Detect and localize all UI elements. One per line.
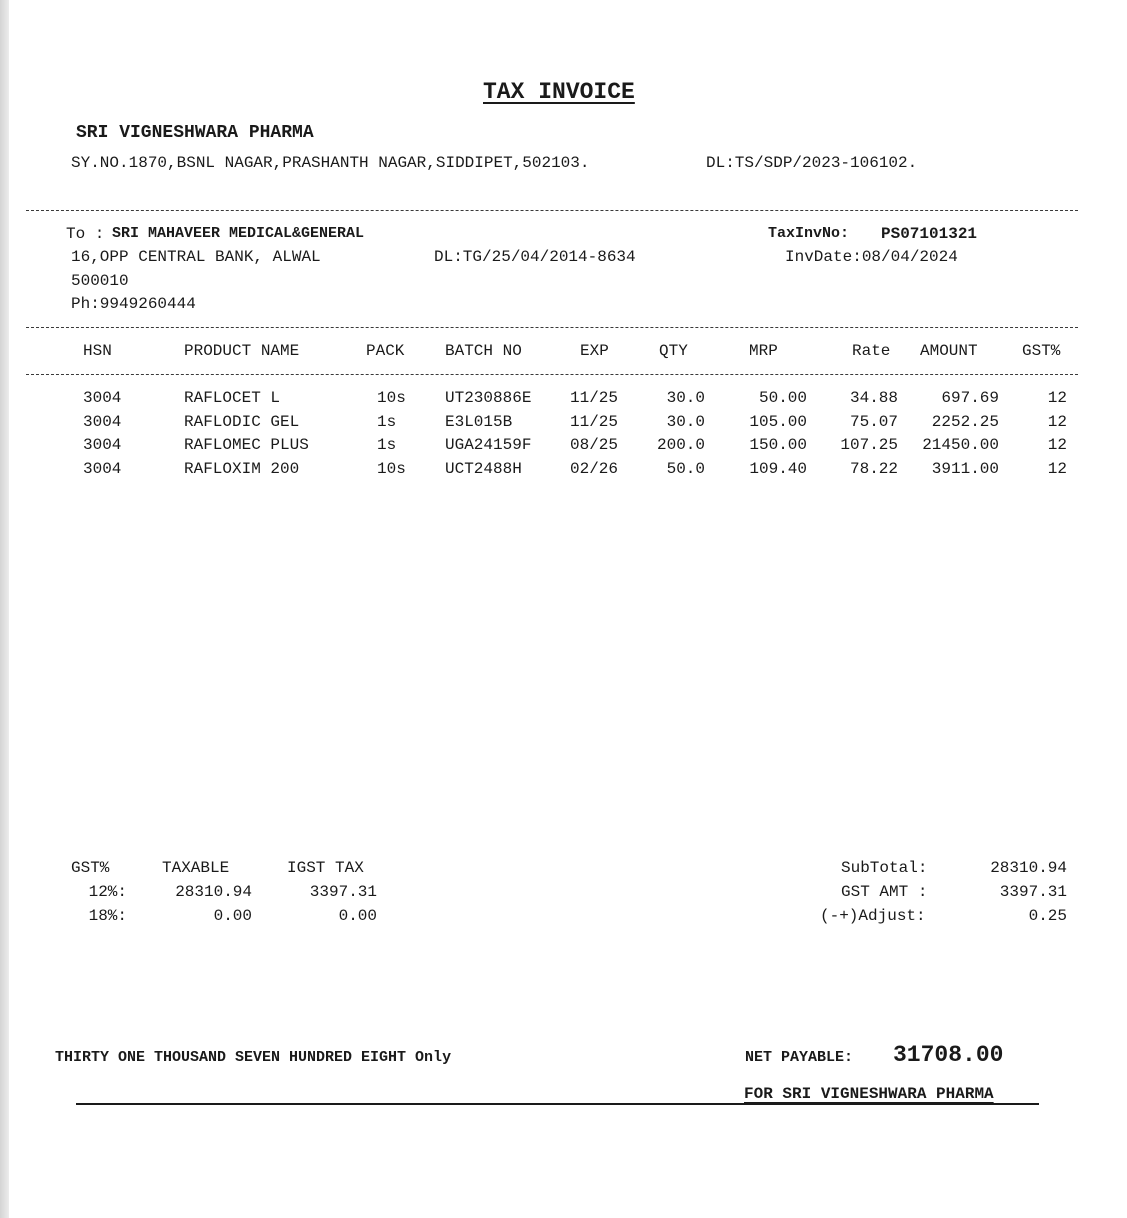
cell-product: RAFLOCET L — [184, 389, 281, 407]
cell-hsn: 3004 — [83, 389, 122, 407]
cell-exp: 11/25 — [570, 389, 619, 407]
col-mrp-header: MRP — [749, 342, 778, 360]
cell-rate: 75.07 — [849, 413, 898, 431]
cell-amount: 3911.00 — [931, 460, 999, 478]
cell-gst: 12 — [1047, 389, 1067, 407]
cell-qty: 30.0 — [666, 389, 705, 407]
buyer-dl: DL:TG/25/04/2014-8634 — [434, 248, 636, 266]
cell-qty: 200.0 — [656, 436, 705, 454]
footer-rule — [76, 1103, 1039, 1105]
inv-no: PS07101321 — [881, 225, 978, 243]
cell-exp: 11/25 — [570, 413, 619, 431]
cell-batch: UCT2488H — [445, 460, 522, 478]
cell-hsn: 3004 — [83, 460, 122, 478]
col-amount-header: AMOUNT — [920, 342, 978, 360]
seller-address: SY.NO.1870,BSNL NAGAR,PRASHANTH NAGAR,SIDDIPET,502103. — [71, 154, 590, 172]
col-rate-header: Rate — [852, 342, 891, 360]
cell-pack: 10s — [377, 389, 406, 407]
divider — [26, 374, 1078, 375]
cell-amount: 21450.00 — [922, 436, 999, 454]
cell-mrp: 50.00 — [758, 389, 807, 407]
net-payable-label: NET PAYABLE: — [745, 1049, 854, 1066]
gst-summary-header-taxable: TAXABLE — [162, 859, 230, 877]
col-pack-header: PACK — [366, 342, 405, 360]
col-gst-header: GST% — [1022, 342, 1061, 360]
cell-hsn: 3004 — [83, 413, 122, 431]
cell-rate: 107.25 — [840, 436, 898, 454]
divider — [26, 210, 1078, 211]
gst-summary-header-tax: IGST TAX — [287, 859, 364, 877]
cell-qty: 50.0 — [666, 460, 705, 478]
signature-line: FOR SRI VIGNESHWARA PHARMA — [744, 1085, 994, 1103]
cell-mrp: 150.00 — [749, 436, 807, 454]
cell-amount: 2252.25 — [931, 413, 999, 431]
buyer-name: SRI MAHAVEER MEDICAL&GENERAL — [112, 225, 365, 242]
gst-summary-taxable: 0.00 — [213, 907, 252, 925]
cell-rate: 34.88 — [849, 389, 898, 407]
cell-pack: 1s — [377, 413, 397, 431]
cell-exp: 08/25 — [570, 436, 619, 454]
cell-product: RAFLOXIM 200 — [184, 460, 300, 478]
gst-summary-rate: 18%: — [88, 907, 127, 925]
cell-gst: 12 — [1047, 436, 1067, 454]
gst-amt-value: 3397.31 — [999, 883, 1067, 901]
gst-summary-rate: 12%: — [88, 883, 127, 901]
divider — [26, 327, 1078, 328]
cell-exp: 02/26 — [570, 460, 619, 478]
inv-no-label: TaxInvNo: — [768, 225, 850, 242]
subtotal-value: 28310.94 — [990, 859, 1067, 877]
cell-product: RAFLODIC GEL — [184, 413, 300, 431]
cell-batch: UGA24159F — [445, 436, 532, 454]
net-payable-value: 31708.00 — [893, 1042, 1004, 1068]
adjust-value: 0.25 — [1028, 907, 1067, 925]
adjust-label: (-+)Adjust: — [820, 907, 926, 925]
cell-pack: 10s — [377, 460, 406, 478]
cell-mrp: 109.40 — [749, 460, 807, 478]
cell-pack: 1s — [377, 436, 397, 454]
cell-gst: 12 — [1047, 413, 1067, 431]
amount-in-words: THIRTY ONE THOUSAND SEVEN HUNDRED EIGHT Only — [55, 1049, 452, 1066]
seller-dl: DL:TS/SDP/2023-106102. — [706, 154, 918, 172]
cell-qty: 30.0 — [666, 413, 705, 431]
page-edge-shadow — [0, 0, 9, 1218]
cell-gst: 12 — [1047, 460, 1067, 478]
gst-summary-tax: 0.00 — [338, 907, 377, 925]
cell-amount: 697.69 — [941, 389, 999, 407]
cell-product: RAFLOMEC PLUS — [184, 436, 309, 454]
cell-batch: UT230886E — [445, 389, 532, 407]
subtotal-label: SubTotal: — [841, 859, 928, 877]
cell-hsn: 3004 — [83, 436, 122, 454]
inv-date: InvDate:08/04/2024 — [785, 248, 958, 266]
col-hsn-header: HSN — [83, 342, 112, 360]
col-qty-header: QTY — [659, 342, 688, 360]
gst-summary-taxable: 28310.94 — [175, 883, 252, 901]
buyer-to-prefix: To : — [66, 225, 105, 243]
seller-name: SRI VIGNESHWARA PHARMA — [76, 123, 314, 143]
buyer-pin: 500010 — [71, 272, 129, 290]
cell-batch: E3L015B — [445, 413, 513, 431]
col-product-header: PRODUCT NAME — [184, 342, 300, 360]
gst-summary-header-gst: GST% — [71, 859, 110, 877]
cell-rate: 78.22 — [849, 460, 898, 478]
buyer-phone: Ph:9949260444 — [71, 295, 196, 313]
col-exp-header: EXP — [580, 342, 609, 360]
gst-summary-tax: 3397.31 — [309, 883, 377, 901]
col-batch-header: BATCH NO — [445, 342, 522, 360]
buyer-address: 16,OPP CENTRAL BANK, ALWAL — [71, 248, 321, 266]
gst-amt-label: GST AMT : — [841, 883, 928, 901]
cell-mrp: 105.00 — [749, 413, 807, 431]
invoice-title: TAX INVOICE — [483, 79, 635, 105]
